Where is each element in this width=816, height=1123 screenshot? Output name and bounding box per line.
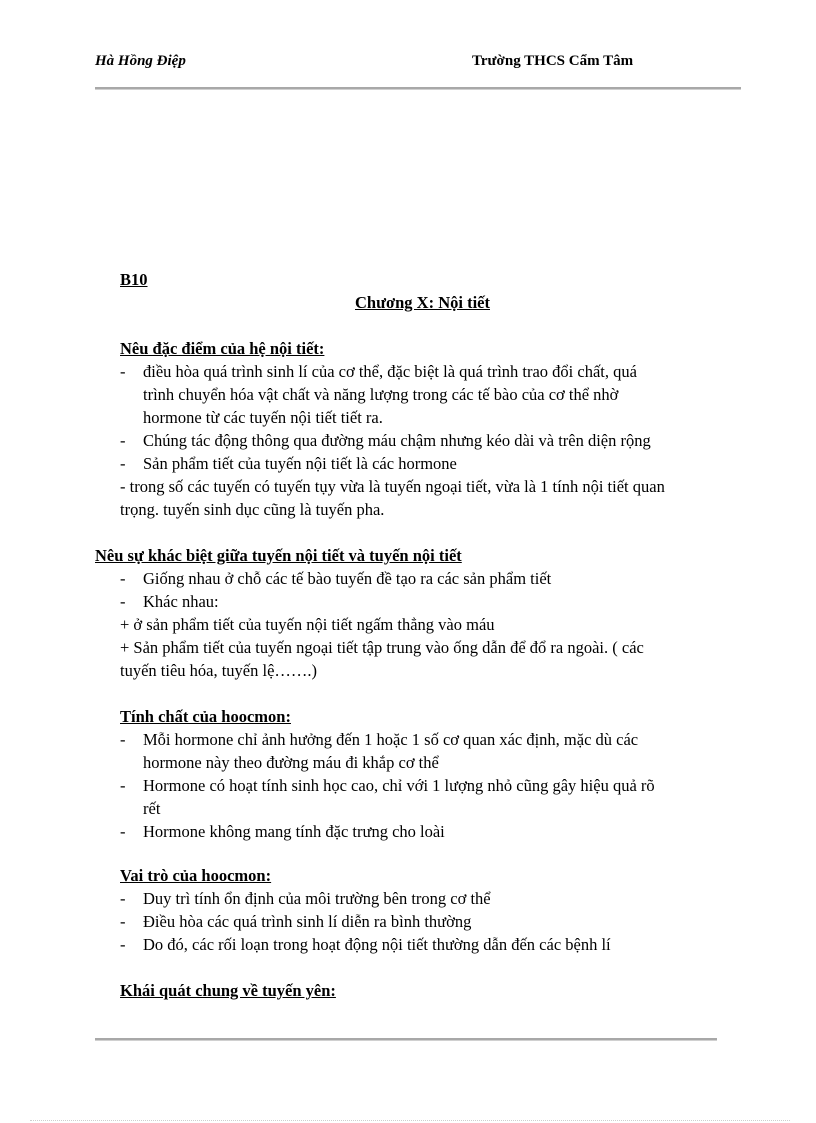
section-heading-gland-differences: Nêu sự khác biệt giữa tuyến nội tiết và tuyến nội tiết [95, 546, 462, 565]
bullet-dash: - [120, 592, 126, 611]
s1-bullet-1-line-2: trình chuyển hóa vật chất và năng lượng trong các tế bào của cơ thể nhờ [143, 385, 619, 404]
s1-paragraph-line-2: trọng. tuyến sinh dục cũng là tuyến pha. [120, 500, 385, 519]
s3-bullet-2-line-2: rết [143, 799, 161, 818]
s3-bullet-1-line-2: hormone này theo đường máu đi khắp cơ thể [143, 753, 439, 772]
s3-bullet-1-line-1: Mỗi hormone chỉ ảnh hưởng đến 1 hoặc 1 số cơ quan xác định, mặc dù các [143, 730, 639, 749]
s1-paragraph-line-1: - trong số các tuyến có tuyến tụy vừa là tuyến ngoại tiết, vừa là 1 tính nội tiết quan [120, 477, 665, 496]
header-rule [95, 87, 741, 90]
bullet-dash: - [120, 431, 126, 450]
s3-bullet-3: Hormone không mang tính đặc trưng cho loài [143, 822, 445, 841]
bullet-dash: - [120, 822, 126, 841]
bullet-dash: - [120, 569, 126, 588]
bullet-dash: - [120, 912, 126, 931]
bullet-dash: - [120, 362, 126, 381]
s2-plus-2-line-2: tuyến tiêu hóa, tuyến lệ…….) [120, 661, 318, 680]
bullet-dash: - [120, 889, 126, 908]
s2-bullet-1: Giống nhau ở chỗ các tế bào tuyến đề tạo ra các sản phẩm tiết [143, 569, 552, 588]
s1-bullet-2: Chúng tác động thông qua đường máu chậm nhưng kéo dài và trên diện rộng [143, 431, 651, 450]
s3-bullet-2-line-1: Hormone có hoạt tính sinh học cao, chỉ với 1 lượng nhỏ cũng gây hiệu quả rõ [143, 776, 655, 795]
section-heading-hormone-properties: Tính chất của hoocmon: [120, 707, 291, 726]
s4-bullet-3: Do đó, các rối loạn trong hoạt động nội tiết thường dẫn đến các bệnh lí [143, 935, 611, 954]
s2-plus-1: + ở sản phẩm tiết của tuyến nội tiết ngấm thẳng vào máu [120, 615, 495, 634]
section-heading-pituitary-overview: Khái quát chung về tuyến yên: [120, 981, 336, 1000]
section-heading-endocrine-features: Nêu đặc điểm của hệ nội tiết: [120, 339, 325, 358]
chapter-title: Chương X: Nội tiết [355, 293, 490, 312]
s1-bullet-1-line-1: điều hòa quá trình sinh lí của cơ thể, đặc biệt là quá trình trao đổi chất, quá [143, 362, 637, 381]
bullet-dash: - [120, 935, 126, 954]
s4-bullet-2: Điều hòa các quá trình sinh lí diễn ra bình thường [143, 912, 472, 931]
s2-plus-2-line-1: + Sản phẩm tiết của tuyến ngoại tiết tập trung vào ống dẫn để đổ ra ngoài. ( các [120, 638, 644, 657]
s4-bullet-1: Duy trì tính ổn định của môi trường bên trong cơ thể [143, 889, 491, 908]
s1-bullet-3: Sản phẩm tiết của tuyến nội tiết là các hormone [143, 454, 457, 473]
header-author: Hà Hồng Điệp [95, 53, 186, 69]
doc-code: B10 [120, 270, 148, 289]
s2-bullet-2: Khác nhau: [143, 592, 219, 611]
bullet-dash: - [120, 730, 126, 749]
bullet-dash: - [120, 776, 126, 795]
s1-bullet-1-line-3: hormone từ các tuyến nội tiết tiết ra. [143, 408, 383, 427]
footer-rule [95, 1038, 717, 1041]
page-bottom-edge [30, 1120, 790, 1121]
bullet-dash: - [120, 454, 126, 473]
header-school: Trường THCS Cẩm Tâm [472, 53, 634, 69]
section-heading-hormone-role: Vai trò của hoocmon: [120, 866, 272, 885]
